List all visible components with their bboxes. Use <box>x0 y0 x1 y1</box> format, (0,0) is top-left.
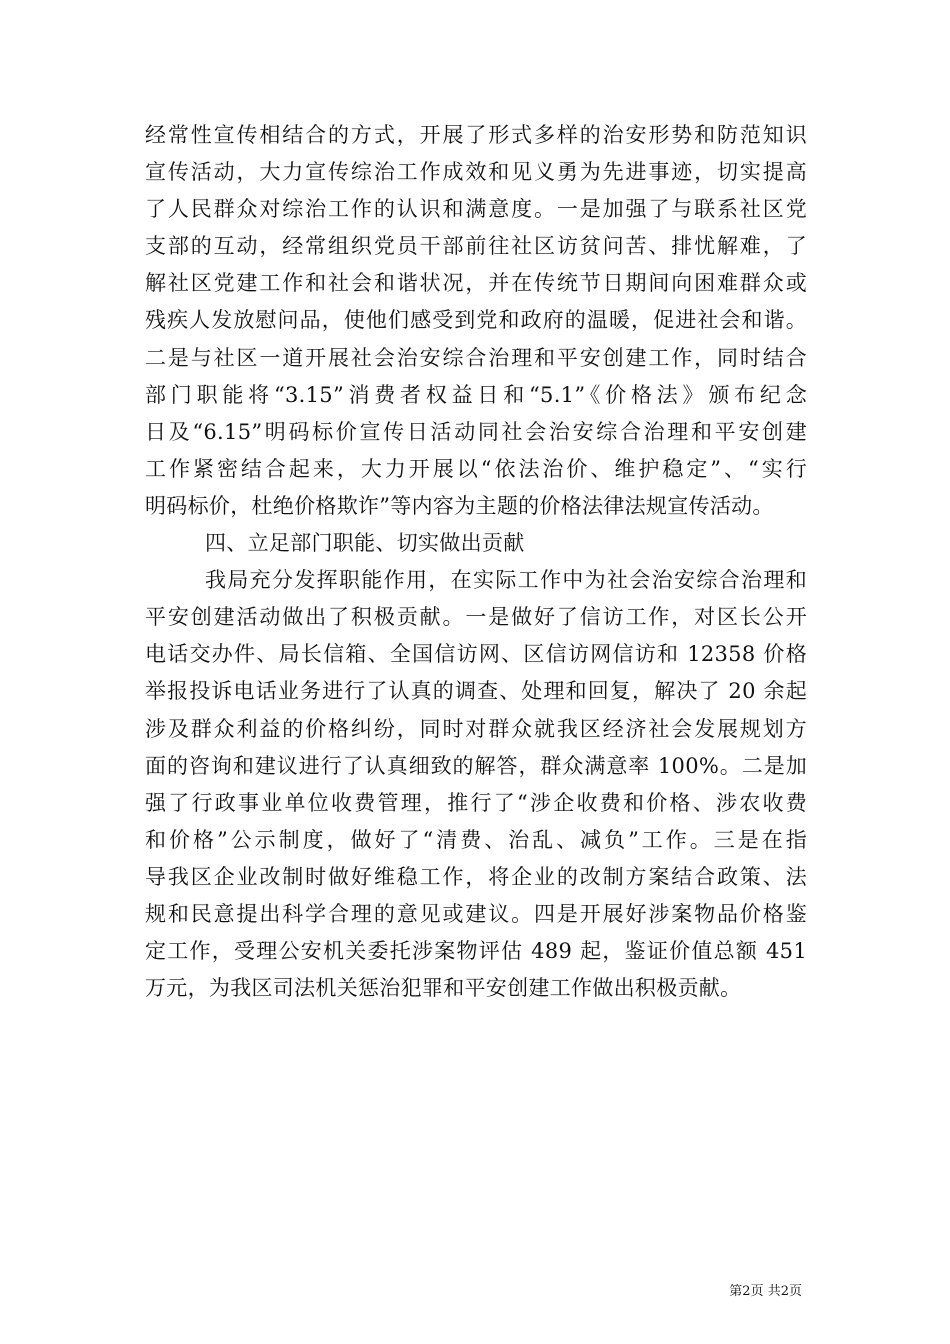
paragraph-line: 经常性宣传相结合的方式，开展了形式多样的治安形势和防范知识 <box>145 123 807 147</box>
paragraph-line: 规和民意提出科学合理的意见或建议。四是开展好涉案物品价格鉴 <box>145 901 807 926</box>
paragraph-line: 支部的互动，经常组织党员干部前往社区访贫问苦、排忧解难，了 <box>145 234 807 259</box>
paragraph-line: 工作紧密结合起来，大力开展以“依法治价、维护稳定”、“实行 <box>145 456 807 481</box>
paragraph-line: 部门职能将“3.15”消费者权益日和“5.1”《价格法》颁布纪念 <box>145 382 807 407</box>
paragraph-line: 了人民群众对综治工作的认识和满意度。一是加强了与联系社区党 <box>145 197 807 222</box>
paragraph-line: 和价格”公示制度，做好了“清费、治乱、减负”工作。三是在指 <box>145 827 807 852</box>
paragraph-line: 我局充分发挥职能作用，在实际工作中为社会治安综合治理和 <box>205 568 807 593</box>
paragraph-line: 电话交办件、局长信箱、全国信访网、区信访网信访和 12358 价格 <box>145 642 807 667</box>
paragraph-line: 宣传活动，大力宣传综治工作成效和见义勇为先进事迹，切实提高 <box>145 160 807 185</box>
page-number-footer <box>729 1284 802 1300</box>
paragraph-line: 举报投诉电话业务进行了认真的调查、处理和回复，解决了 20 余起 <box>145 679 807 704</box>
paragraph-line: 明码标价，杜绝价格欺诈”等内容为主题的价格法律法规宣传活动。 <box>145 493 774 518</box>
paragraph-line: 面的咨询和建议进行了认真细致的解答，群众满意率 100%。二是加 <box>145 753 807 778</box>
document-body <box>145 117 807 1007</box>
paragraph-line: 定工作，受理公安机关委托涉案物评估 489 起，鉴证价值总额 451 <box>145 939 807 964</box>
paragraph-line: 强了行政事业单位收费管理，推行了“涉企收费和价格、涉农收费 <box>145 790 807 815</box>
page-current-number: 2 <box>742 1284 751 1299</box>
page-label-middle: 页 共 <box>750 1284 781 1299</box>
paragraph-line: 万元，为我区司法机关惩治犯罪和平安创建工作做出积极贡献。 <box>145 976 742 1001</box>
page-label-prefix: 第 <box>729 1284 743 1299</box>
paragraph-line: 残疾人发放慰问品，使他们感受到党和政府的温暖，促进社会和谐。 <box>145 308 807 333</box>
page-total-number: 2 <box>780 1284 789 1299</box>
paragraph-line: 导我区企业改制时做好维稳工作，将企业的改制方案结合政策、法 <box>145 864 807 889</box>
page-label-suffix: 页 <box>788 1284 802 1299</box>
paragraph-line: 涉及群众利益的价格纠纷，同时对群众就我区经济社会发展规划方 <box>145 716 807 741</box>
paragraph-line: 解社区党建工作和社会和谐状况，并在传统节日期间向困难群众或 <box>145 271 807 296</box>
paragraph-line: 二是与社区一道开展社会治安综合治理和平安创建工作，同时结合 <box>145 345 807 370</box>
paragraph-line: 平安创建活动做出了积极贡献。一是做好了信访工作，对区长公开 <box>145 605 807 630</box>
section-heading: 四、立足部门职能、切实做出贡献 <box>205 531 525 556</box>
paragraph-line: 日及“6.15”明码标价宣传日活动同社会治安综合治理和平安创建 <box>145 419 807 444</box>
